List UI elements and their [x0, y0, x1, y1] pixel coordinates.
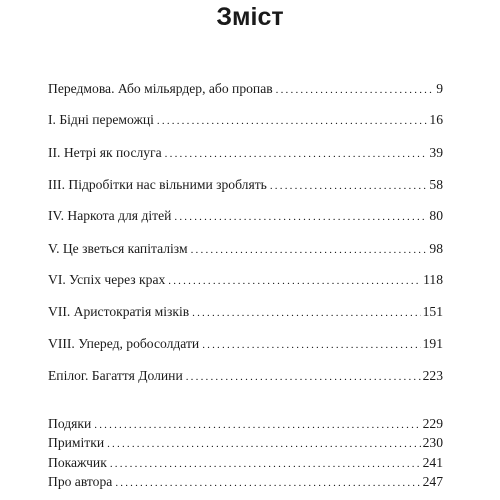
- toc-entry-page: 98: [429, 241, 443, 256]
- toc-entry-page: 16: [429, 112, 443, 127]
- toc-entry-label: VIII. Уперед, робосолдати: [48, 336, 200, 351]
- toc-entry-page: 9: [436, 81, 443, 96]
- toc-entry-label: II. Нетрі як послуга: [48, 145, 162, 160]
- toc-entry: [48, 368, 443, 384]
- toc-entry-page: 241: [422, 455, 443, 470]
- toc-entry: [48, 81, 443, 97]
- dot-leader: [157, 113, 427, 129]
- toc-entry-page: 223: [422, 368, 443, 383]
- toc-entry: [48, 474, 443, 490]
- toc-entry: [48, 177, 443, 193]
- dot-leader: [107, 436, 421, 452]
- toc-entry-label: Про автора: [48, 474, 113, 489]
- toc-entry-page: 151: [422, 304, 443, 319]
- dot-leader: [270, 178, 428, 194]
- toc-entry-label: VI. Успіх через крах: [48, 272, 166, 287]
- toc-entry: [48, 416, 443, 432]
- toc-entry-label: Покажчик: [48, 455, 107, 470]
- toc-entry: [48, 336, 443, 352]
- toc-entry: [48, 208, 443, 224]
- toc-entry-page: 229: [422, 416, 443, 431]
- toc-entry-page: 191: [422, 336, 443, 351]
- dot-leader: [165, 146, 428, 162]
- toc-entry: [48, 112, 443, 128]
- dot-leader: [94, 417, 420, 433]
- dot-leader: [192, 305, 420, 321]
- dot-leader: [110, 456, 421, 472]
- toc-entry: [48, 304, 443, 320]
- toc-entry-label: Примітки: [48, 435, 105, 450]
- toc-entry-label: VII. Аристократія мізків: [48, 304, 190, 319]
- toc-entry-page: 247: [422, 474, 443, 489]
- toc-entry-page: 230: [422, 435, 443, 450]
- toc-entry: [48, 272, 443, 288]
- dot-leader: [276, 82, 435, 98]
- dot-leader: [186, 369, 421, 385]
- toc-entry: [48, 145, 443, 161]
- toc-entry: [48, 241, 443, 257]
- dot-leader: [115, 475, 420, 491]
- toc-entry-page: 80: [429, 208, 443, 223]
- toc-entry-label: V. Це зветься капіталізм: [48, 241, 188, 256]
- toc-entry-label: IV. Наркота для дітей: [48, 208, 172, 223]
- dot-leader: [174, 209, 427, 225]
- dot-leader: [202, 337, 420, 353]
- toc-entry-label: III. Підробітки нас вільними зроблять: [48, 177, 267, 192]
- dot-leader: [191, 242, 428, 258]
- toc-entry-page: 39: [429, 145, 443, 160]
- dot-leader: [168, 273, 421, 289]
- page-title: Зміст: [216, 3, 284, 31]
- toc-entry-page: 58: [429, 177, 443, 192]
- toc-entry: [48, 435, 443, 451]
- toc-entry-label: Подяки: [48, 416, 92, 431]
- toc-entry-page: 118: [423, 272, 443, 287]
- toc-entry-label: Епілог. Багаття Долини: [48, 368, 183, 383]
- toc-entry-label: I. Бідні переможці: [48, 112, 154, 127]
- toc-entry-label: Передмова. Або мільярдер, або пропав: [48, 81, 273, 96]
- toc-entry: [48, 455, 443, 471]
